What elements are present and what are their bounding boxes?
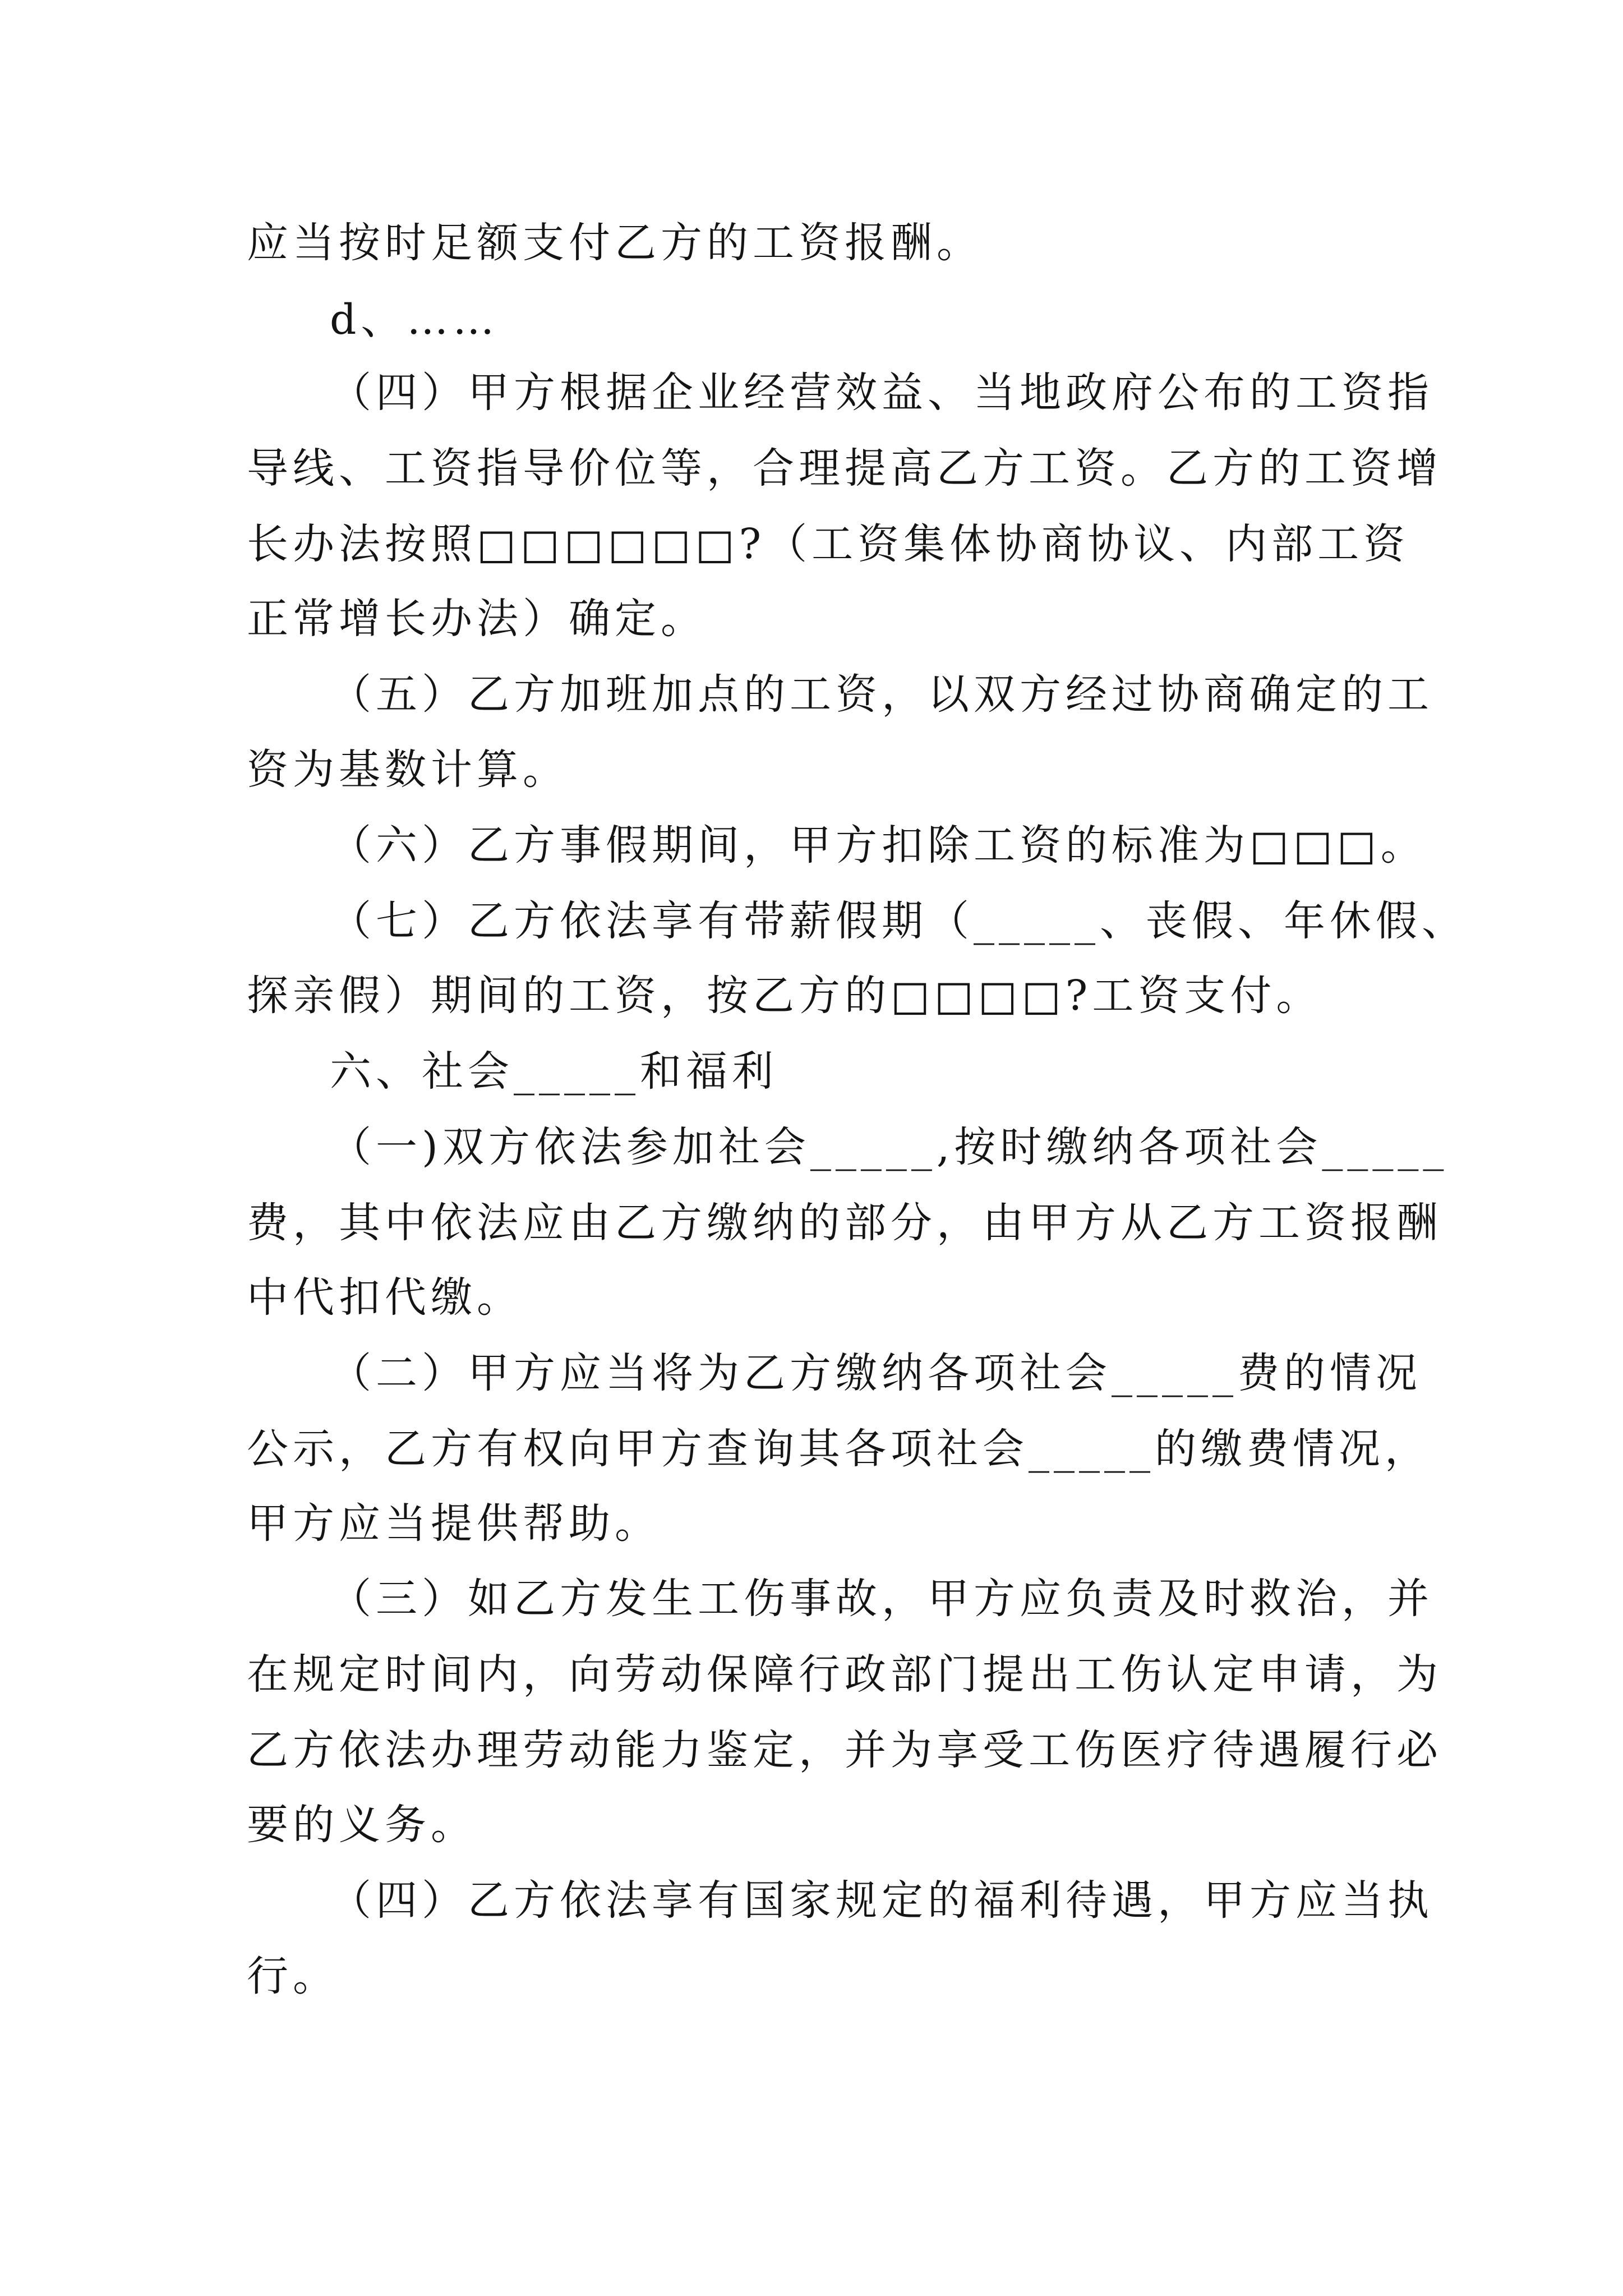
text-line: 乙方依法办理劳动能力鉴定，并为享受工伤医疗待遇履行必 bbox=[247, 1726, 1442, 1774]
text-line: 探亲假）期间的工资，按乙方的□□□□?工资支付。 bbox=[247, 972, 1322, 1020]
text-line: 公示，乙方有权向甲方查询其各项社会_____的缴费情况， bbox=[247, 1425, 1431, 1473]
text-line: （三）如乙方发生工伤事故，甲方应负责及时救治，并 bbox=[330, 1575, 1433, 1623]
text-line: 中代扣代缴。 bbox=[247, 1273, 523, 1322]
text-line: （四）甲方根据企业经营效益、当地政府公布的工资指 bbox=[330, 369, 1433, 417]
text-line: （四）乙方依法享有国家规定的福利待遇，甲方应当执 bbox=[330, 1876, 1433, 1925]
text-line: （一)双方依法参加社会_____,按时缴纳各项社会_____ bbox=[330, 1123, 1449, 1171]
text-line: 长办法按照□□□□□□?（工资集体协商协议、内部工资 bbox=[247, 520, 1410, 568]
text-line: 费，其中依法应由乙方缴纳的部分，由甲方从乙方工资报酬 bbox=[247, 1199, 1442, 1247]
section-heading: 六、社会_____和福利 bbox=[330, 1047, 778, 1096]
text-line: （二）甲方应当将为乙方缴纳各项社会_____费的情况 bbox=[330, 1349, 1422, 1397]
text-line: 甲方应当提供帮助。 bbox=[247, 1499, 661, 1548]
text-line: 要的义务。 bbox=[247, 1801, 477, 1849]
text-line: 资为基数计算。 bbox=[247, 746, 569, 794]
text-line: 导线、工资指导价位等，合理提高乙方工资。乙方的工资增 bbox=[247, 444, 1442, 493]
text-line: 行。 bbox=[247, 1952, 339, 2000]
text-line: d、…… bbox=[330, 296, 499, 344]
text-line: （七）乙方依法享有带薪假期（_____、丧假、年休假、 bbox=[330, 897, 1468, 945]
text-line: 正常增长办法）确定。 bbox=[247, 595, 707, 643]
text-line: （五）乙方加班加点的工资，以双方经过协商确定的工 bbox=[330, 670, 1433, 719]
text-line: （六）乙方事假期间，甲方扣除工资的标准为□□□。 bbox=[330, 821, 1427, 869]
text-line: 在规定时间内，向劳动保障行政部门提出工伤认定申请，为 bbox=[247, 1650, 1442, 1699]
text-line: 应当按时足额支付乙方的工资报酬。 bbox=[247, 219, 983, 267]
